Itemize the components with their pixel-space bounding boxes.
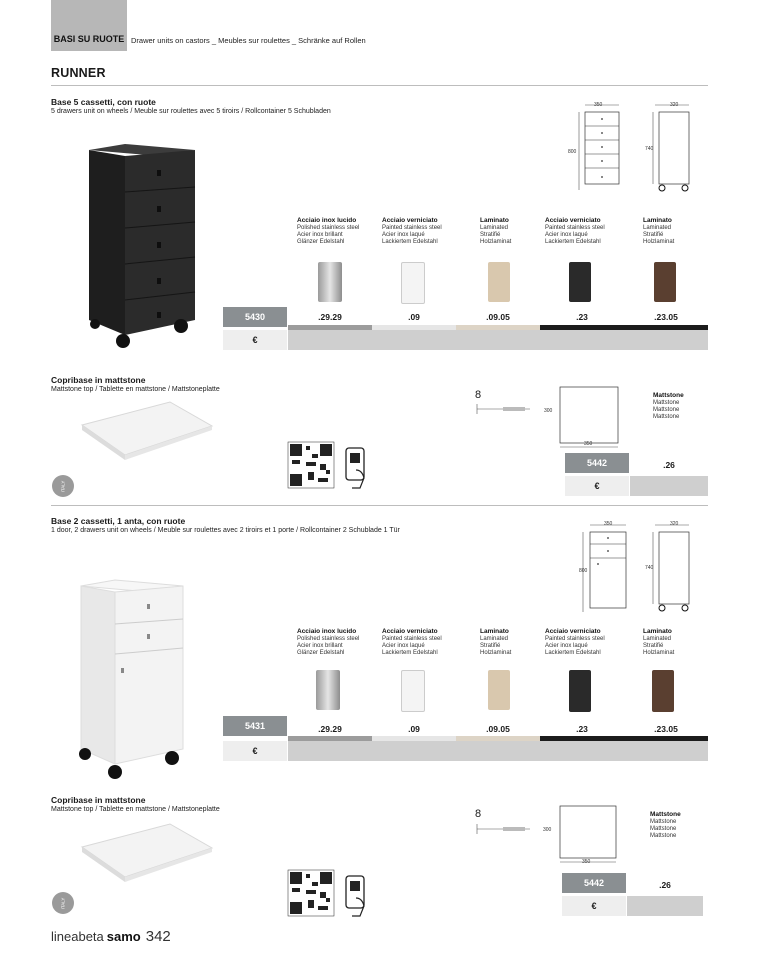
dim-depth: 320 xyxy=(670,102,679,108)
mattstone-top-image xyxy=(80,822,215,887)
price: .23 xyxy=(576,312,588,322)
brand-samo: samo xyxy=(106,929,141,944)
mattstone-top-image xyxy=(80,400,215,465)
dim-height: 800 xyxy=(579,568,588,574)
dim-width: 350 xyxy=(594,102,603,108)
price: .29.29 xyxy=(318,312,342,322)
top-title: Copribase in mattstone xyxy=(51,375,146,385)
finish-label: Acciaio verniciato Painted stainless steel Acier inox laqué Lackiertem Edelstahl xyxy=(382,628,442,656)
euro-label: € xyxy=(223,741,287,761)
top-title: Copribase in mattstone xyxy=(51,795,146,805)
finish-thumbnail xyxy=(488,262,510,302)
mattstone-finish-label: Mattstone Mattstone Mattstone Mattstone xyxy=(650,811,681,839)
top-code: 5442 xyxy=(562,873,626,893)
price: .09.05 xyxy=(486,312,510,322)
top-code: 5442 xyxy=(565,453,629,473)
finish-label: Acciaio inox lucido Polished stainless steel Acier inox brillant Glänzer Edelstahl xyxy=(297,628,360,656)
finish-label: Acciaio verniciato Painted stainless steel Acier inox laqué Lackiertem Edelstahl xyxy=(545,217,605,245)
italy-badge: ITALY xyxy=(52,892,74,914)
price: .09 xyxy=(408,312,420,322)
price-grey-row xyxy=(288,741,708,761)
mattstone-finish-label: Mattstone Mattstone Mattstone Mattstone xyxy=(653,392,684,420)
dim-height-2: 740 xyxy=(645,146,654,152)
top-euro-label: € xyxy=(565,476,629,496)
price: .09.05 xyxy=(486,724,510,734)
finish-thumbnail xyxy=(652,670,674,712)
price: .23.05 xyxy=(654,312,678,322)
technical-drawing xyxy=(565,100,705,195)
top-price: .26 xyxy=(659,880,671,890)
category-label: BASI SU RUOTE xyxy=(51,27,127,51)
top-subtitle: Mattstone top / Tablette en mattstone / Mattstoneplatte xyxy=(51,806,220,813)
price-grey-row xyxy=(288,330,708,350)
collection-title: RUNNER xyxy=(51,66,106,80)
finish-label: Laminato Laminated Stratifié Holzlaminat xyxy=(480,217,512,245)
product-image-5-drawer-black xyxy=(85,140,200,350)
product-code: 5430 xyxy=(223,307,287,327)
top-width: 350 xyxy=(582,859,591,865)
price: .23.05 xyxy=(654,724,678,734)
euro-label: € xyxy=(223,330,287,350)
top-price: .26 xyxy=(663,460,675,470)
footer-brand xyxy=(51,928,171,945)
dim-depth: 320 xyxy=(670,521,679,527)
top-depth: 300 xyxy=(543,827,552,833)
finish-label: Acciaio verniciato Painted stainless steel Acier inox laqué Lackiertem Edelstahl xyxy=(382,217,442,245)
header-divider xyxy=(51,85,708,86)
qr-code-and-phone-icon xyxy=(286,440,376,492)
top-subtitle: Mattstone top / Tablette en mattstone / Mattstoneplatte xyxy=(51,386,220,393)
product-subtitle: 5 drawers unit on wheels / Meuble sur roulettes avec 5 tiroirs / Rollcontainer 5 Schubladen xyxy=(51,108,331,115)
italy-badge: ITALY xyxy=(52,475,74,497)
product-title: Base 2 cassetti, 1 anta, con ruote xyxy=(51,516,186,526)
product-subtitle: 1 door, 2 drawers unit on wheels / Meuble sur roulettes avec 2 tiroirs et 1 porte / Rollcontainer 2 Schublade 1 Tür xyxy=(51,527,400,534)
page-number: 342 xyxy=(145,928,171,945)
header-tab-bg xyxy=(51,0,127,27)
qr-code-and-phone-icon xyxy=(286,868,376,920)
finish-label: Laminato Laminated Stratifié Holzlaminat xyxy=(643,628,675,656)
finish-thumbnail xyxy=(654,262,676,302)
price: .23 xyxy=(576,724,588,734)
dim-width: 350 xyxy=(604,521,613,527)
product-title: Base 5 cassetti, con ruote xyxy=(51,97,156,107)
price: .09 xyxy=(408,724,420,734)
thickness-drawing xyxy=(475,402,535,416)
brand-lineabeta: lineabeta xyxy=(51,929,104,944)
product-code: 5431 xyxy=(223,716,287,736)
finish-label: Laminato Laminated Stratifié Holzlaminat xyxy=(643,217,675,245)
finish-thumbnail xyxy=(401,670,425,712)
product-image-2-drawer-1-door-white xyxy=(75,576,190,781)
finish-label: Acciaio verniciato Painted stainless steel Acier inox laqué Lackiertem Edelstahl xyxy=(545,628,605,656)
finish-thumbnail xyxy=(569,262,591,302)
dim-height-2: 740 xyxy=(645,565,654,571)
finish-thumbnail xyxy=(316,670,340,710)
top-width: 350 xyxy=(584,441,593,447)
category-description: Drawer units on castors _ Meubles sur roulettes _ Schränke auf Rollen xyxy=(131,36,366,45)
top-price-grey-row xyxy=(627,896,703,916)
dim-height: 800 xyxy=(568,149,577,155)
finish-thumbnail xyxy=(318,262,342,302)
price: .29.29 xyxy=(318,724,342,734)
section-divider xyxy=(51,505,708,506)
thickness-label: 8 xyxy=(475,389,482,401)
finish-thumbnail xyxy=(488,670,510,710)
finish-thumbnail xyxy=(401,262,425,304)
thickness-label: 8 xyxy=(475,808,482,820)
top-euro-label: € xyxy=(562,896,626,916)
finish-label: Acciaio inox lucido Polished stainless steel Acier inox brillant Glänzer Edelstahl xyxy=(297,217,360,245)
top-depth: 300 xyxy=(544,408,553,414)
top-price-grey-row xyxy=(630,476,708,496)
thickness-drawing xyxy=(475,822,535,836)
finish-label: Laminato Laminated Stratifié Holzlaminat xyxy=(480,628,512,656)
finish-thumbnail xyxy=(569,670,591,712)
